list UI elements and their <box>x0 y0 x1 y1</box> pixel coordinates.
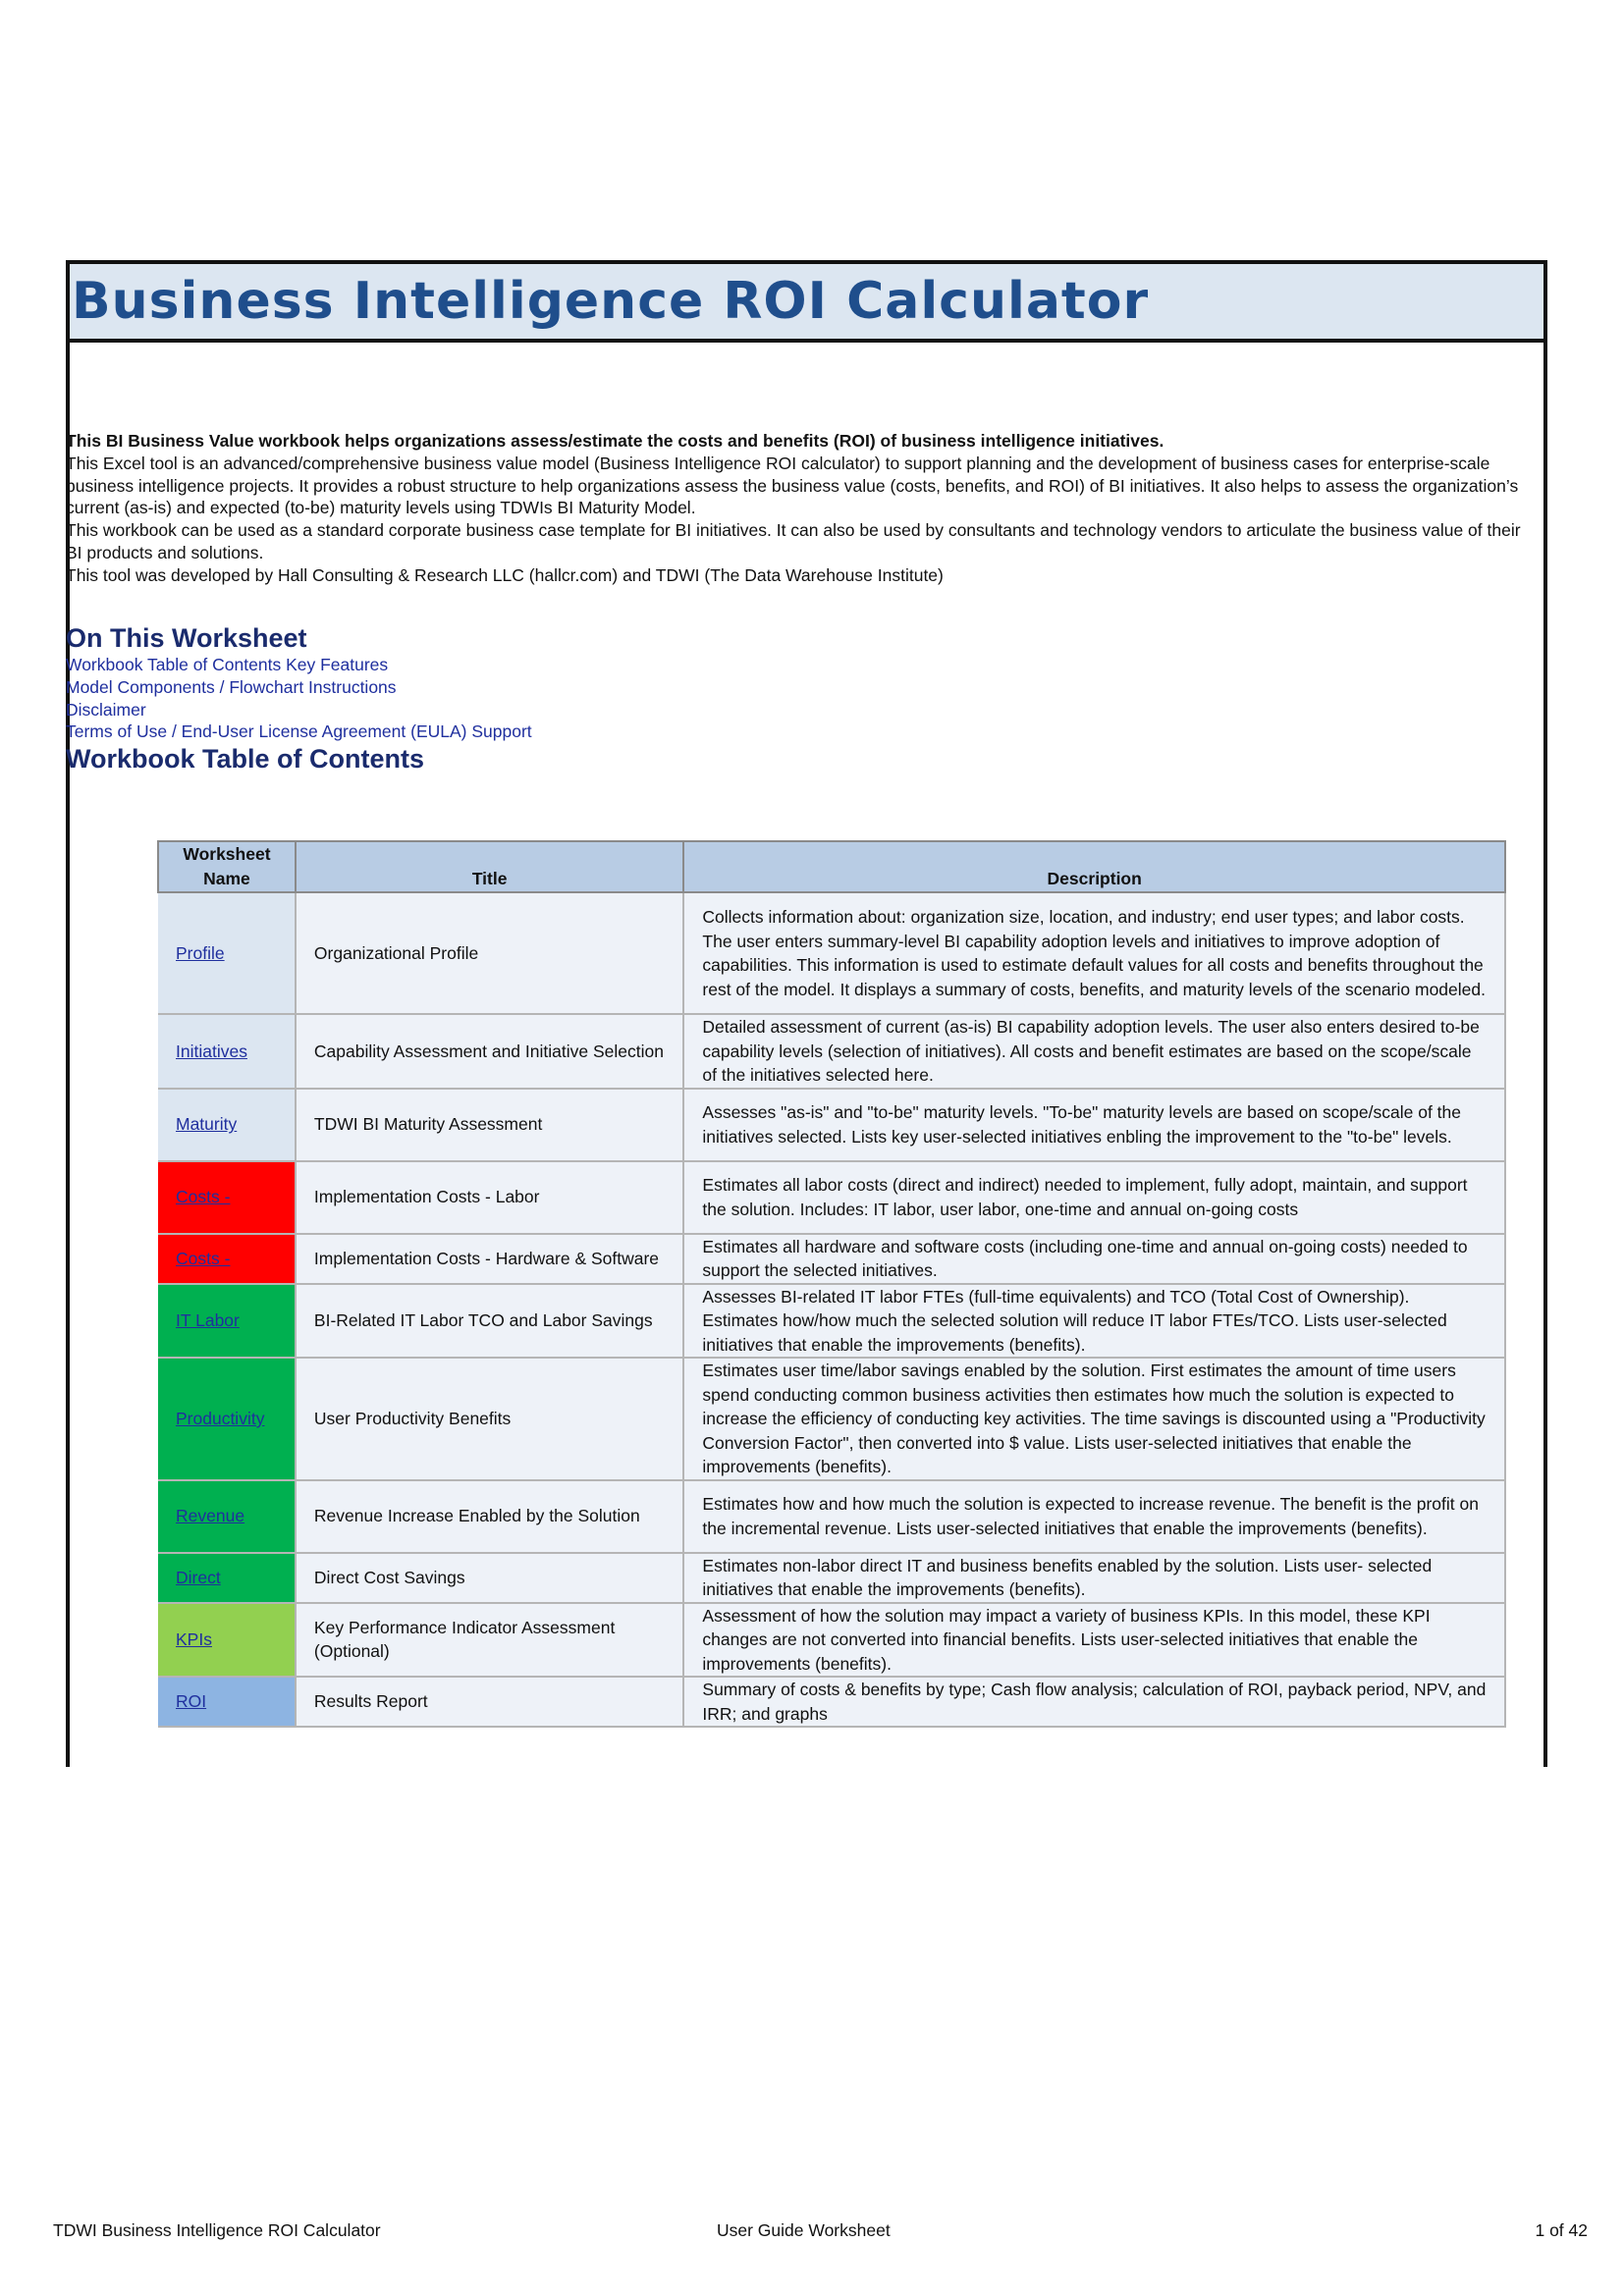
worksheet-link[interactable]: Initiatives <box>176 1041 247 1061</box>
link-table-of-contents-key-features[interactable]: Workbook Table of Contents Key Features <box>66 655 389 674</box>
worksheet-name-cell <box>158 1014 296 1089</box>
table-row <box>158 1161 1505 1234</box>
worksheet-name-cell <box>158 892 296 1014</box>
title-bar <box>66 260 1547 343</box>
worksheet-description-cell: Collects information about: organization size, location, and industry; end user types; and labor costs. The user enters summary-level BI capability adoption levels and initiatives to improve adoption of capabilities. This information is used to estimate default values for all costs and benefits throughout the rest of the model. It displays a summary of costs, benefits, and maturity levels of the scenario modeled. <box>683 892 1505 1014</box>
worksheet-name-cell <box>158 1677 296 1727</box>
worksheet-title-cell: User Productivity Benefits <box>296 1358 683 1480</box>
worksheet-description-cell: Assesses "as-is" and "to-be" maturity levels. "To-be" maturity levels are based on scope/scale of the initiatives selected. Lists key user-selected initiatives enbling the improvement to the "to-be" levels. <box>683 1089 1505 1161</box>
worksheet-link[interactable]: Direct <box>176 1567 221 1587</box>
worksheet-title-cell: Revenue Increase Enabled by the Solution <box>296 1480 683 1553</box>
worksheet-name-cell <box>158 1358 296 1480</box>
link-terms-eula-support[interactable]: Terms of Use / End-User License Agreement (EULA) Support <box>66 721 532 742</box>
link-model-components-flowchart-instructions[interactable]: Model Components / Flowchart Instructions <box>66 676 397 697</box>
footer-left: TDWI Business Intelligence ROI Calculator <box>53 2220 381 2240</box>
worksheet-link[interactable]: ROI <box>176 1691 207 1712</box>
worksheet-description-cell: Estimates how and how much the solution is expected to increase revenue. The benefit is the profit on the incremental revenue. Lists user-selected initiatives that enable the improvements (benefits). <box>683 1480 1505 1553</box>
page-number: 1 of 42 <box>1535 2220 1588 2240</box>
worksheet-description-cell: Summary of costs & benefits by type; Cash flow analysis; calculation of ROI, payback period, NPV, and IRR; and graphs <box>683 1677 1505 1727</box>
col-header-title: Title <box>296 841 683 892</box>
intro-paragraph: This tool was developed by Hall Consulting & Research LLC (hallcr.com) and TDWI (The Data Warehouse Institute) <box>66 564 944 585</box>
intro-paragraph: This workbook can be used as a standard corporate business case template for BI initiatives. It can also be used by consultants and technology vendors to articulate the business value of their BI products and solutions. <box>66 520 1521 562</box>
intro-lead: This BI Business Value workbook helps organizations assess/estimate the costs and benefits (ROI) of business intelligence initiatives. <box>66 431 1164 451</box>
worksheet-name-cell <box>158 1480 296 1553</box>
page-title: Business Intelligence ROI Calculator <box>72 272 1150 331</box>
worksheet-description-cell: Estimates non-labor direct IT and business benefits enabled by the solution. Lists user- selected initiatives that enable the improvements (benefits). <box>683 1553 1505 1603</box>
worksheet-link[interactable]: Productivity <box>176 1409 265 1428</box>
worksheet-name-cell <box>158 1284 296 1359</box>
table-row <box>158 1480 1505 1553</box>
footer-center: User Guide Worksheet <box>717 2220 891 2240</box>
worksheet-description-cell: Assesses BI-related IT labor FTEs (full-time equivalents) and TCO (Total Cost of Ownership). Estimates how/how much the selected solution will reduce IT labor FTEs/TCO. Lists user-selected initiatives that enable the improvements (benefits). <box>683 1284 1505 1359</box>
worksheet-link[interactable]: IT Labor <box>176 1310 240 1330</box>
worksheet-title-cell: TDWI BI Maturity Assessment <box>296 1089 683 1161</box>
worksheet-link[interactable]: Costs - <box>176 1248 231 1268</box>
worksheet-name-cell <box>158 1603 296 1678</box>
table-row <box>158 892 1505 1014</box>
worksheet-description-cell: Estimates all labor costs (direct and indirect) needed to implement, fully adopt, maintain, and support the solution. Includes: IT labor, user labor, one-time and annual on-going costs <box>683 1161 1505 1234</box>
on-this-worksheet-heading: On This Worksheet <box>66 623 307 653</box>
worksheet-description-cell: Assessment of how the solution may impact a variety of business KPIs. In this model, these KPI changes are not converted into financial benefits. Lists user-selected initiatives that enable the improvements (benefits). <box>683 1603 1505 1678</box>
worksheet-title-cell: Organizational Profile <box>296 892 683 1014</box>
table-row <box>158 1234 1505 1284</box>
worksheet-link[interactable]: Profile <box>176 942 225 963</box>
worksheet-description-cell: Estimates user time/labor savings enabled by the solution. First estimates the amount of time users spend conducting common business activities then estimates how much the solution is expected to increase the efficiency of conducting key activities. The time savings is discounted using a "Productivity Conversion Factor", then converted into $ value. Lists user-selected initiatives that enable the improvements (benefits). <box>683 1358 1505 1480</box>
table-row <box>158 1358 1505 1480</box>
table-row <box>158 1284 1505 1359</box>
intro-text <box>66 430 1539 587</box>
worksheet-title-cell: Capability Assessment and Initiative Selection <box>296 1014 683 1089</box>
worksheet-title-cell: Implementation Costs - Labor <box>296 1161 683 1234</box>
worksheet-name-cell <box>158 1089 296 1161</box>
worksheet-link[interactable]: Revenue <box>176 1506 245 1526</box>
intro-paragraph: This Excel tool is an advanced/comprehensive business value model (Business Intelligence ROI calculator) to support planning and the development of business cases for enterprise-scale business intelligence projects. It provides a robust structure to help organizations assess the business value (costs, benefits, and ROI) of BI initiatives. It also helps to assess the organization’s current (as-is) and expected (to-be) maturity levels using TDWIs BI Maturity Model. <box>66 453 1519 518</box>
worksheet-title-cell: Implementation Costs - Hardware & Software <box>296 1234 683 1284</box>
link-disclaimer[interactable]: Disclaimer <box>66 699 146 720</box>
table-row <box>158 1089 1505 1161</box>
worksheet-link[interactable]: Costs - <box>176 1187 231 1207</box>
worksheet-description-cell: Detailed assessment of current (as-is) BI capability adoption levels. The user also enters desired to-be capability levels (selection of initiatives). All costs and benefit estimates are based on the scope/scale of the initiatives selected here. <box>683 1014 1505 1089</box>
toc-table <box>157 840 1506 1728</box>
table-row <box>158 1677 1505 1727</box>
worksheet-name-cell <box>158 1234 296 1284</box>
worksheet-description-cell: Estimates all hardware and software costs (including one-time and annual on-going costs) needed to support the selected initiatives. <box>683 1234 1505 1284</box>
worksheet-title-cell: Results Report <box>296 1677 683 1727</box>
worksheet-title-cell: BI-Related IT Labor TCO and Labor Savings <box>296 1284 683 1359</box>
col-header-description: Description <box>683 841 1505 892</box>
worksheet-link[interactable]: KPIs <box>176 1629 212 1649</box>
table-row <box>158 1014 1505 1089</box>
worksheet-title-cell: Key Performance Indicator Assessment (Optional) <box>296 1603 683 1678</box>
toc-heading: Workbook Table of Contents <box>66 744 425 774</box>
table-row <box>158 1553 1505 1603</box>
worksheet-link[interactable]: Maturity <box>176 1114 238 1135</box>
worksheet-name-cell <box>158 1161 296 1234</box>
worksheet-links <box>66 654 532 743</box>
col-header-name: Worksheet Name <box>158 841 296 892</box>
table-row <box>158 1603 1505 1678</box>
worksheet-title-cell: Direct Cost Savings <box>296 1553 683 1603</box>
worksheet-name-cell <box>158 1553 296 1603</box>
